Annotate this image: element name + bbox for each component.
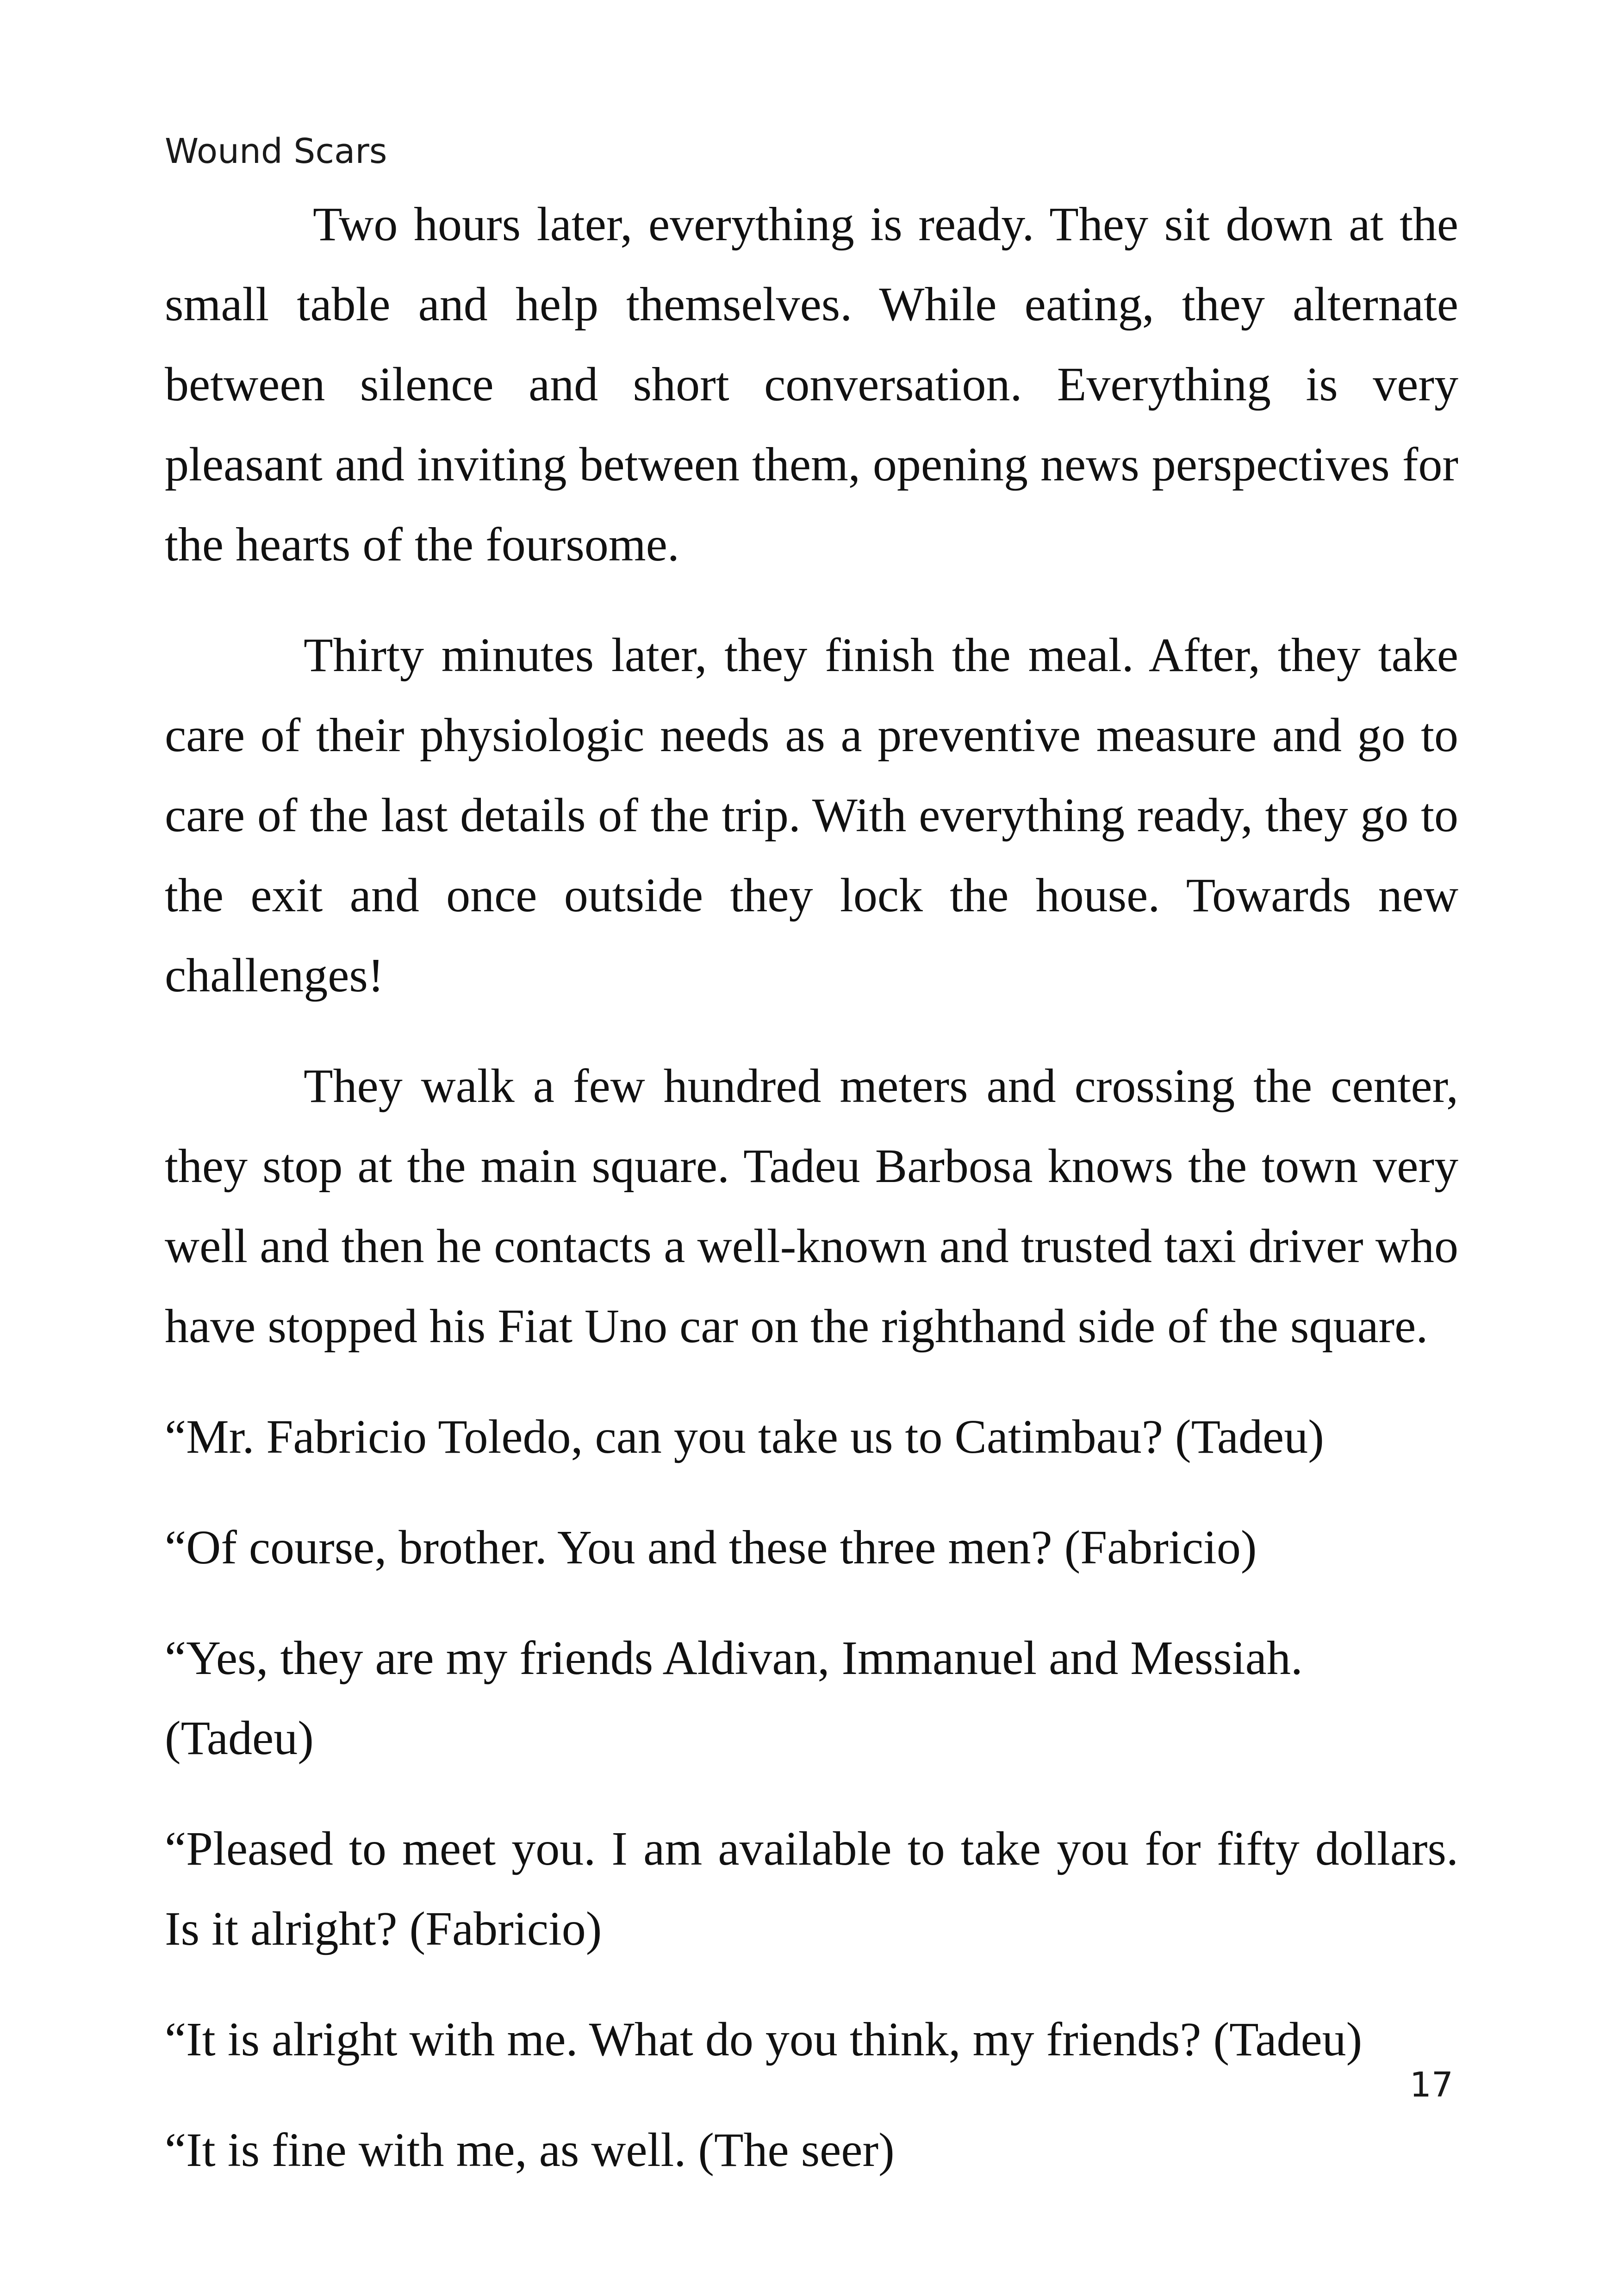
dialogue-line: “Of course, brother. You and these three men? (Fabricio)	[165, 1521, 1257, 1574]
running-header-title: Wound Scars	[165, 131, 387, 171]
page-number: 17	[1409, 2065, 1453, 2105]
paragraph: They walk a few hundred meters and crossing the center, they stop at the main square. Tadeu Barbosa knows the town very well and then he contacts a well-known and trusted taxi driver who have stopped his Fiat Uno car on the righthand side of the square.	[165, 1059, 1458, 1353]
paragraph: Thirty minutes later, they finish the meal. After, they take care of their physiologic needs as a preventive measure and go to care of the last details of the trip. With everything ready, they go to the exit and once outside they lock the house. Towards new challenges!	[165, 628, 1458, 1002]
paragraph: Two hours later, everything is ready. They sit down at the small table and help themselves. While eating, they alternate between silence and short conversation. Everything is very pleasant and inviting between them, opening news perspectives for the hearts of the foursome.	[165, 198, 1458, 571]
page-body	[165, 184, 1458, 2190]
dialogue-line: “Mr. Fabricio Toledo, can you take us to Catimbau? (Tadeu)	[165, 1410, 1324, 1463]
dialogue-line: “Pleased to meet you. I am available to take you for fifty dollars. Is it alright? (Fabricio)	[165, 1822, 1458, 1955]
dialogue-line: “Yes, they are my friends Aldivan, Immanuel and Messiah. (Tadeu)	[165, 1631, 1303, 1765]
dialogue-line: “It is alright with me. What do you think, my friends? (Tadeu)	[165, 2013, 1363, 2066]
dialogue-line: “It is fine with me, as well. (The seer)	[165, 2123, 895, 2177]
